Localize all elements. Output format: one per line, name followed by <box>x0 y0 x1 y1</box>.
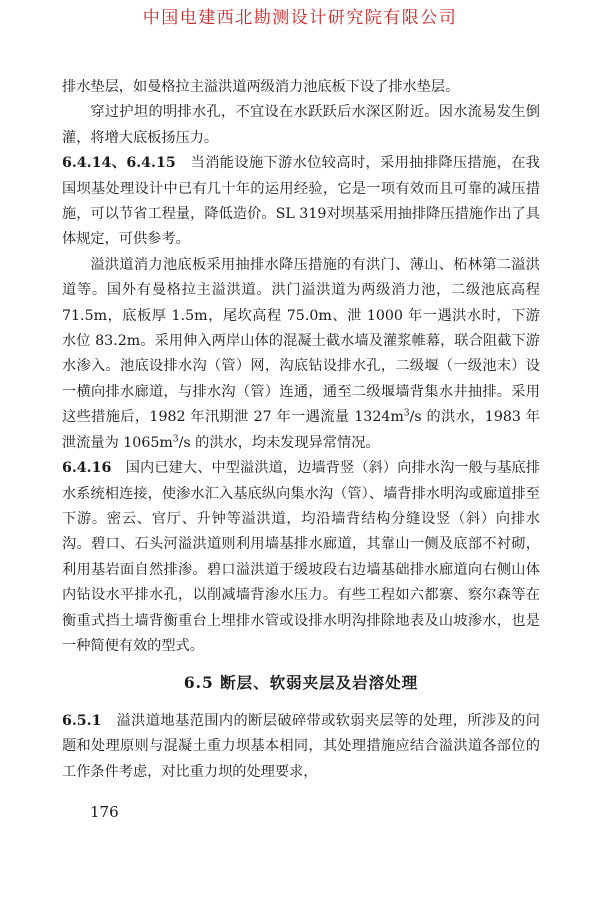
clause-number: 6.4.14、6.4.15 <box>62 155 176 172</box>
paragraph <box>62 253 540 456</box>
paragraph: 穿过护坦的明排水孔，不宜设在水跃跃后水深区附近。因水流易发生倒灌，将增大底板扬压力。 <box>62 104 540 146</box>
clause-number: 6.4.16 <box>62 460 112 477</box>
watermark-header: 中国电建西北勘测设计研究院有限公司 <box>142 8 458 28</box>
clause-number: 6.5.1 <box>62 712 102 729</box>
clause-text: 当消能设施下游水位较高时，采用抽排降压措施，在我国坝基处理设计中已有几十年的运用经验，它是一项有效而且可靠的减压措施，可以节省工程量，降低造价。SL 319对坝基采用抽排降压措施作出了具体规定，可供参考。 <box>62 155 540 248</box>
text-run: /s 的洪水，均未发现异常情况。 <box>178 434 380 451</box>
clause-paragraph <box>62 709 540 785</box>
page-body <box>62 75 540 785</box>
clause-text: 国内已建大、中型溢洪道，边墙背竖（斜）向排水沟一般与基底排水系统相连接，使渗水汇入基底纵向集水沟（管）、墙背排水明沟或廊道排至下游。密云、官厅、升钟等溢洪道，均沿墙背结构分缝设竖（斜）向排水沟。碧口、石头河溢洪道则利用墙基排水廊道，其靠山一侧及底部不衬砌，利用基岩面自然排渗。碧口溢洪道于缓坡段右边墙基础排水廊道向右侧山体内钻设水平排水孔，以削减墙背渗水压力。有些工程如六都寨、察尔森等在衡重式挡土墙背衡重台上埋排水管或设排水明沟排除地表及山坡渗水，也是一种简便有效的型式。 <box>62 460 540 654</box>
clause-paragraph <box>62 151 540 253</box>
text-run: /s 的洪水，1983 年泄流量为 1065m <box>62 409 540 451</box>
clause-text: 溢洪道地基范围内的断层破碎带或软弱夹层等的处理，所涉及的问题和处理原则与混凝土重力坝基本相同，其处理措施应结合溢洪道各部位的工作条件考虑，对比重力坝的处理要求， <box>62 712 540 780</box>
paragraph: 排水垫层，如曼格拉主溢洪道两级消力池底板下设了排水垫层。 <box>62 79 460 95</box>
clause-paragraph <box>62 456 540 659</box>
page-number: 176 <box>90 803 119 821</box>
superscript: 3 <box>172 433 179 444</box>
section-title: 6.5 断层、软弱夹层及岩溶处理 <box>183 673 419 693</box>
text-run: 溢洪道消力池底板采用抽排水降压措施的有洪门、薄山、柘林第二溢洪道等。国外有曼格拉主溢洪道。洪门溢洪道为两级消力池，二级池底高程 71.5m，底板厚 1.5m，尾坎高程 75.0m、泄 1000 年一遇洪水时，下游水位 83.2m。采用伸入两岸山体的混凝土截水墙及灌浆帷幕，联合阻截下游水渗入。池底设排水沟（管）网，沟底钻设排水孔，二级堰（一级池末）设一横向排水廊道，与排水沟（管）连通，通至二级堰墙背集水井抽排。采用这些措施后，1982 年汛期泄 27 年一遇流量 1324m <box>62 256 540 426</box>
superscript: 3 <box>403 408 410 419</box>
